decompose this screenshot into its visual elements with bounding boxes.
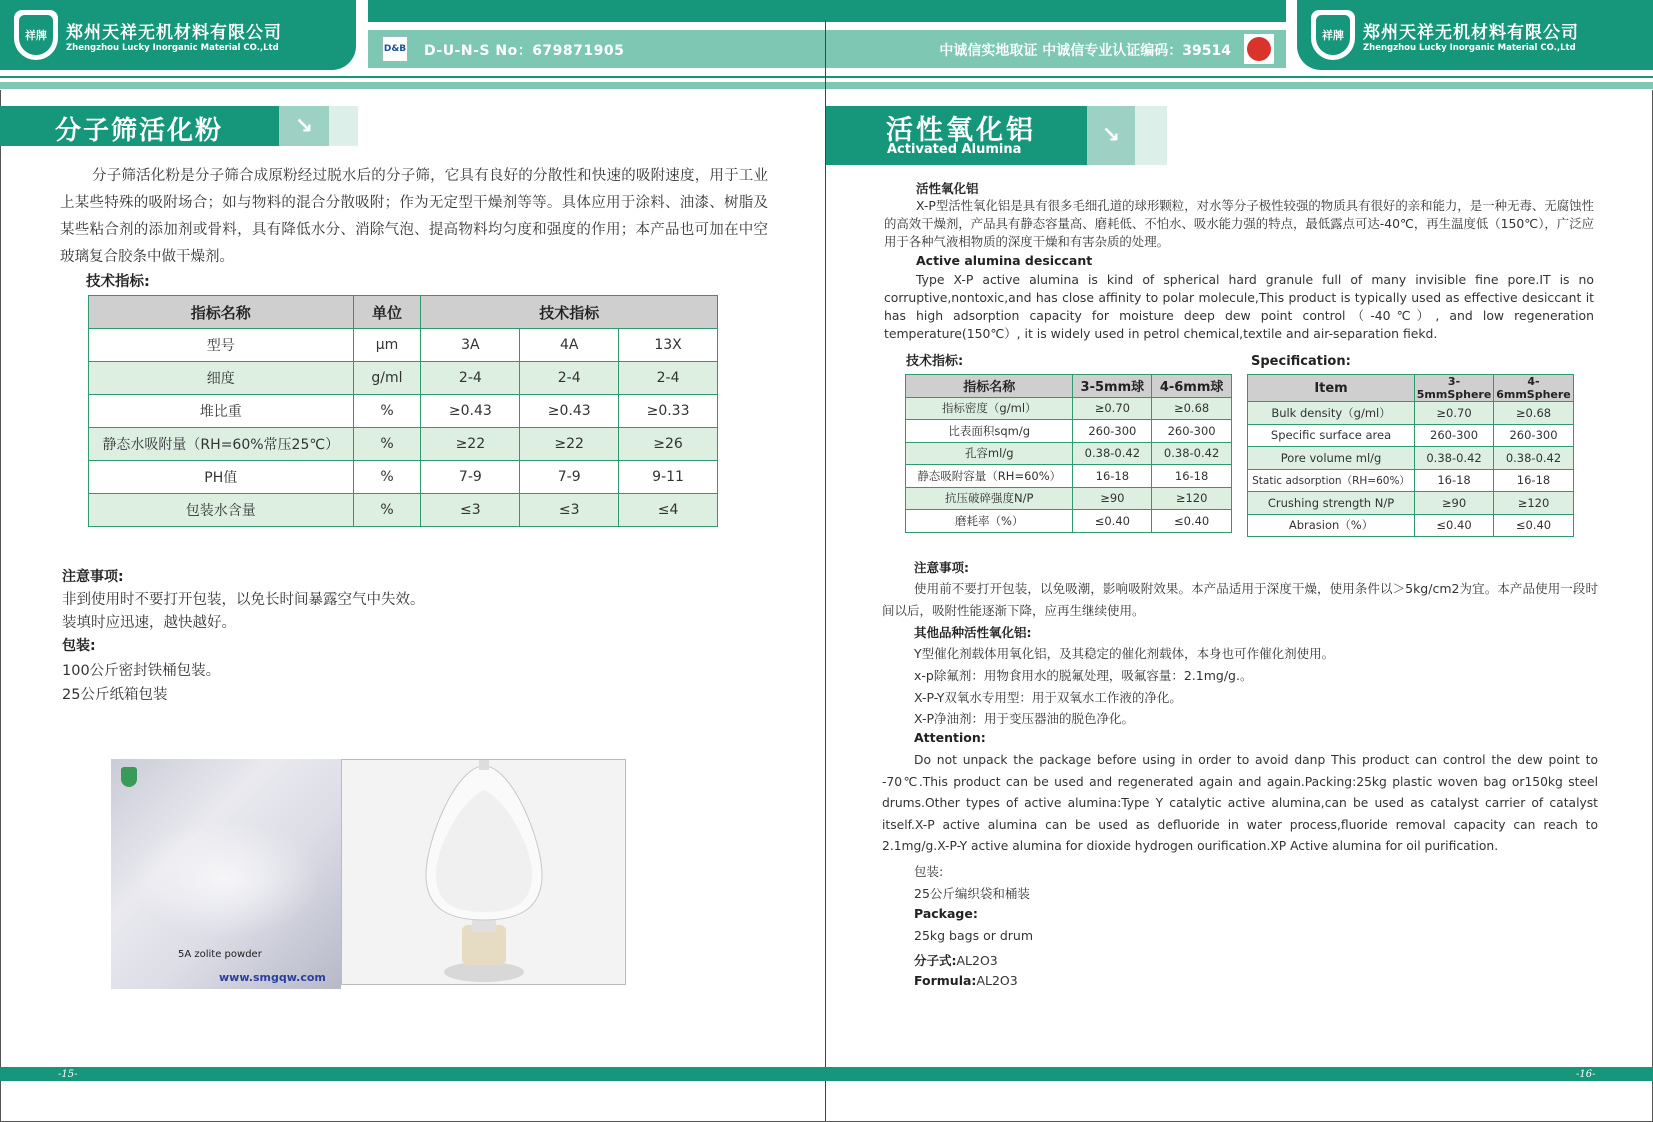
table-cell: ≥90 [1073,487,1152,510]
table-cell: 9-11 [619,461,718,494]
right-spec-cn-label: 技术指标: [906,354,964,369]
company-name-cn: 郑州天祥无机材料有限公司 [66,22,282,43]
table-cell: ≥0.68 [1152,397,1232,420]
table-row [1248,469,1574,492]
table-cell: 260-300 [1073,420,1152,443]
logo-text: 祥牌 [19,15,53,55]
certification-text: 中诚信实地取证 中诚信专业认证编码：39514 [939,43,1231,59]
table-cell: ≥0.70 [1073,397,1152,420]
table-cell: 型号 [89,329,354,362]
table-header-cell: 技术指标 [421,296,718,329]
formula-en-label: Formula: [914,973,977,988]
table-cell: Static adsorption（RH=60%） [1248,469,1415,492]
table-row [89,395,718,428]
table-cell: ≤0.40 [1152,510,1232,533]
table-header-cell: 4-6mmSphere [1494,375,1574,402]
table-cell: 堆比重 [89,395,354,428]
left-page-title: 分子筛活化粉 [55,116,224,146]
right-pack-cn-title: 包装: [914,864,944,879]
table-cell: Bulk density（g/ml） [1248,402,1415,425]
table-cell: ≤3 [421,494,520,527]
left-spec-label: 技术指标: [86,274,150,290]
right-pack-cn: 25公斤编织袋和桶装 [914,886,1030,901]
left-title-bar [0,106,279,146]
table-row [906,487,1232,510]
right-other-4: X-P净油剂：用于变压器油的脱色净化。 [914,711,1134,726]
table-cell: 指标密度（g/ml） [906,397,1073,420]
right-page-title: 活性氧化铝 [886,115,1036,146]
left-note-1: 非到使用时不要打开包装，以免长时间暴露空气中失效。 [62,592,425,608]
table-cell: 260-300 [1494,424,1574,447]
bag-logo-icon [121,767,137,787]
table-row [906,420,1232,443]
table-row [89,461,718,494]
table-cell: g/ml [353,362,421,395]
company-name-en: Zhengzhou Lucky Inorganic Material CO.,Ltd [1363,42,1576,53]
table-cell: % [353,395,421,428]
table-cell: 4A [520,329,619,362]
photo-watermark-url: www.smgqw.com [219,971,326,984]
table-cell: 细度 [89,362,354,395]
table-cell: ≥22 [520,428,619,461]
right-pack-en-title: Package: [914,906,978,921]
powder-flask-photo [341,759,626,985]
table-cell: % [353,428,421,461]
table-row [89,428,718,461]
table-cell: ≤3 [520,494,619,527]
footer-bar [0,1067,1653,1081]
left-notes-title: 注意事项: [62,569,124,585]
table-header-cell: 单位 [353,296,421,329]
table-cell: Specific surface area [1248,424,1415,447]
table-cell: Crushing strength N/P [1248,492,1415,515]
arrow-down-right-icon: ↘ [279,106,329,146]
table-cell: 0.38-0.42 [1152,442,1232,465]
table-cell: μm [353,329,421,362]
company-name-cn: 郑州天祥无机材料有限公司 [1363,22,1579,43]
table-row [906,397,1232,420]
header-divider-light [0,82,1653,89]
table-cell: Abrasion（%） [1248,514,1415,537]
table-cell: ≥0.70 [1415,402,1494,425]
table-cell: ≤0.40 [1494,514,1574,537]
table-cell: 16-18 [1073,465,1152,488]
table-cell: 16-18 [1415,469,1494,492]
table-row [1248,492,1574,515]
table-cell: PH值 [89,461,354,494]
table-header-cell: 3-5mm球 [1073,375,1152,398]
right-notes-paragraph: 使用前不要打开包装，以免吸潮，影响吸附效果。本产品适用于深度干燥，使用条件以＞5kg/cm2为宜。本产品使用一段时间以后，吸附性能逐渐下降，应再生继续使用。 [882,581,1598,618]
table-cell: ≥26 [619,428,718,461]
table-cell: ≥0.33 [619,395,718,428]
table-cell: 16-18 [1152,465,1232,488]
title-accent-box [329,106,358,146]
cert-seal-icon [1244,34,1274,64]
table-row [89,494,718,527]
left-pack-2: 25公斤纸箱包装 [62,687,168,703]
table-cell: ≥0.68 [1494,402,1574,425]
left-pack-1: 100公斤密封铁桶包装。 [62,663,221,679]
table-header-cell: 3-5mmSphere [1415,375,1494,402]
right-page-subtitle: Activated Alumina [887,142,1022,157]
table-row [906,465,1232,488]
right-attention-paragraph: Do not unpack the package before using in order to avoid danp This product can control the dew point to -70℃.This product can be used and regenerated again and again.Packing:25kg plastic woven bag or150kg steel drums.Other types of active alumina:Type Y catalytic active alumina,can be used as catalyst carrier of catalyst itself.X-P active alumina can be used as defluoride in water process,fluoride removal capacity can reach to 2.1mg/g.X-P-Y active alumina for dioxide hydrogen ourification.XP Active alumina for oil purification. [882,753,1598,854]
right-cn-paragraph: X-P型活性氧化铝是具有很多毛细孔道的球形颗粒，对水等分子极性较强的物质具有很好的亲和能力，是一种无毒、无腐蚀性的高效干燥剂，产品具有静态容量高、磨耗低、不怕水、吸水能力强的特点，最低露点可达-40℃，再生温度低（150℃），广泛应用于各种气液相物质的深度干燥和有害杂质的处理。 [884,198,1594,249]
table-cell: 3A [421,329,520,362]
zeolite-powder-bag-photo [111,759,341,989]
formula-cn-label: 分子式: [914,953,957,968]
table-header-cell: Item [1248,375,1415,402]
table-row [89,362,718,395]
table-cell: ≥120 [1152,487,1232,510]
table-cell: 比表面积sqm/g [906,420,1073,443]
table-cell: 0.38-0.42 [1415,447,1494,470]
arrow-down-right-icon: ↘ [1087,106,1135,165]
company-shield-icon [14,10,58,60]
header-divider [0,76,1653,78]
left-intro-paragraph: 分子筛活化粉是分子筛合成原粉经过脱水后的分子筛，它具有良好的分散性和快速的吸附速度，用于工业上某些特殊的吸附场合；如与物料的混合分散吸附；作为无定型干燥剂等等。具体应用于涂料、油漆、树脂及某些粘合剂的添加剂或骨料，具有降低水分、消除气泡、提高物料均匀度和强度的作用；本产品也可加在中空玻璃复合胶条中做干燥剂。 [60,168,768,265]
table-header-cell: 指标名称 [89,296,354,329]
table-cell: ≤4 [619,494,718,527]
right-spec-table-en [1247,374,1574,537]
table-cell: 包装水含量 [89,494,354,527]
right-title-bar [826,106,1087,165]
formula-en-value: AL2O3 [976,973,1018,988]
photo-caption: 5A zolite powder [178,949,262,960]
table-cell: 16-18 [1494,469,1574,492]
table-cell: 磨耗率（%） [906,510,1073,533]
table-cell: ≤0.40 [1415,514,1494,537]
table-row [1248,402,1574,425]
logo-text: 祥牌 [1316,15,1350,55]
right-other-title: 其他品种活性氧化铝: [914,625,1032,640]
table-cell: 2-4 [520,362,619,395]
right-other-2: x-p除氟剂：用物食用水的脱氟处理，吸氟容量：2.1mg/g.。 [914,668,1253,683]
table-cell: 抗压破碎强度N/P [906,487,1073,510]
table-row [906,442,1232,465]
table-cell: % [353,494,421,527]
right-other-3: X-P-Y双氧水专用型：用于双氧水工作液的净化。 [914,690,1182,705]
right-formula-cn [914,951,998,969]
company-name-en: Zhengzhou Lucky Inorganic Material CO.,Ltd [66,42,279,53]
table-cell: 2-4 [421,362,520,395]
header-logo-right [1297,0,1653,70]
table-cell: ≤0.40 [1073,510,1152,533]
header-top-bar [368,0,1286,22]
table-cell: 孔容ml/g [906,442,1073,465]
company-shield-icon [1311,10,1355,60]
right-pack-en: 25kg bags or drum [914,928,1034,943]
left-pack-title: 包装: [62,638,96,654]
page-number-left: -15- [58,1069,78,1080]
table-cell: 2-4 [619,362,718,395]
table-header-cell: 指标名称 [906,375,1073,398]
table-cell: 260-300 [1415,424,1494,447]
page-number-right: -16- [1576,1069,1596,1080]
right-spec-en-label: Specification: [1251,354,1351,369]
duns-icon: D&B [382,36,408,62]
left-note-2: 装填时应迅速，越快越好。 [62,615,236,631]
table-cell: 260-300 [1152,420,1232,443]
header-info-bar [368,30,1286,68]
table-cell: 7-9 [520,461,619,494]
table-row [1248,447,1574,470]
right-en-paragraph: Type X-P active alumina is kind of spherical hard granule full of many invisible fine pore.IT is no corruptive,nontoxic,and has close affinity to polar molecule,This product is typically used as effective desiccant it has high adsorption capacity for moisture deep dew point control（-40℃）, and low regeneration temperature(150℃）, it is widely used in petrol chemical,textile and air-separation fiekd. [884,272,1594,341]
right-other-1: Y型催化剂载体用氧化铝，及其稳定的催化剂载体，本身也可作催化剂使用。 [914,646,1335,661]
table-cell: ≥22 [421,428,520,461]
right-spec-table-cn [905,374,1232,533]
table-cell: Pore volume ml/g [1248,447,1415,470]
table-cell: 0.38-0.42 [1073,442,1152,465]
table-cell: 静态吸附容量（RH=60%） [906,465,1073,488]
table-row [1248,514,1574,537]
right-cn-heading: 活性氧化铝 [916,181,979,196]
header-logo-left [0,0,356,70]
table-cell: 13X [619,329,718,362]
table-cell: 7-9 [421,461,520,494]
table-cell: ≥0.43 [520,395,619,428]
right-attention-title: Attention: [914,730,986,745]
right-en-heading: Active alumina desiccant [916,253,1093,268]
table-cell: % [353,461,421,494]
formula-cn-value: AL2O3 [956,953,998,968]
table-cell: 静态水吸附量（RH=60%常压25℃） [89,428,354,461]
right-notes-title: 注意事项: [914,560,969,575]
right-formula-en [914,973,1018,988]
table-cell: ≥90 [1415,492,1494,515]
table-cell: 0.38-0.42 [1494,447,1574,470]
table-header-cell: 4-6mm球 [1152,375,1232,398]
table-row [89,329,718,362]
table-cell: ≥120 [1494,492,1574,515]
title-accent-box [1135,106,1167,165]
table-row [1248,424,1574,447]
table-cell: ≥0.43 [421,395,520,428]
page-spine [825,20,826,1122]
left-spec-table [88,295,718,527]
duns-number: D-U-N-S No：679871905 [424,43,625,59]
flask-illustration [342,760,626,985]
table-row [906,510,1232,533]
